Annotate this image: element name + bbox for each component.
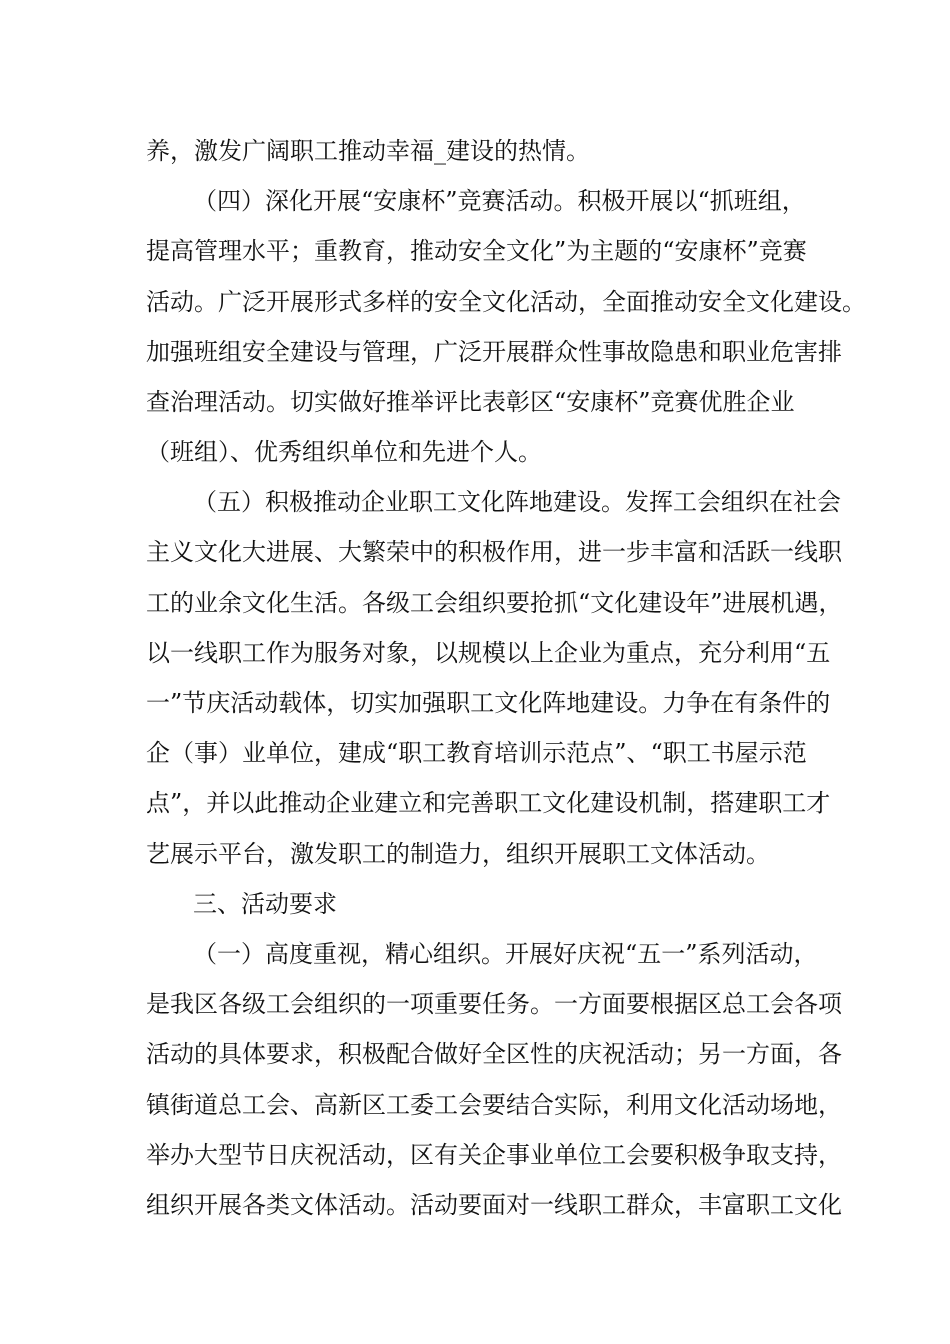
text-line: 镇街道总工会、高新区工委工会要结合实际，利用文化活动场地， xyxy=(146,1091,842,1119)
text-line: 一”节庆活动载体，切实加强职工文化阵地建设。力争在有条件的 xyxy=(146,689,831,717)
text-line: 养，激发广阔职工推动幸福_建设的热情。 xyxy=(146,137,590,165)
text-line: 活动的具体要求，积极配合做好全区性的庆祝活动；另一方面，各 xyxy=(146,1040,842,1068)
text-line: 举办大型节日庆祝活动，区有关企事业单位工会要积极争取支持， xyxy=(146,1141,842,1169)
text-line: 提高管理水平；重教育，推动安全文化”为主题的“安康杯”竞赛 xyxy=(146,237,807,265)
text-line: 点”，并以此推动企业建立和完善职工文化建设机制，搭建职工才 xyxy=(146,789,831,817)
text-line: 是我区各级工会组织的一项重要任务。一方面要根据区总工会各项 xyxy=(146,990,842,1018)
text-line: 活动。广泛开展形式多样的安全文化活动，全面推动安全文化建设。 xyxy=(146,288,866,316)
text-line: 企（事）业单位，建成“职工教育培训示范点”、“职工书屋示范 xyxy=(146,739,807,767)
text-line: 以一线职工作为服务对象，以规模以上企业为重点，充分利用“五 xyxy=(146,639,831,667)
text-line: 加强班组安全建设与管理，广泛开展群众性事故隐患和职业危害排 xyxy=(146,338,842,366)
text-line: （五）积极推动企业职工文化阵地建设。发挥工会组织在社会 xyxy=(193,488,841,516)
text-line: 艺展示平台，激发职工的制造力，组织开展职工文体活动。 xyxy=(146,840,770,868)
text-line: （四）深化开展“安康杯”竞赛活动。积极开展以“抓班组， xyxy=(193,187,806,215)
text-line: （班组）、优秀组织单位和先进个人。 xyxy=(146,438,542,466)
text-line: 主义文化大进展、大繁荣中的积极作用，进一步丰富和活跃一线职 xyxy=(146,538,842,566)
text-line: 查治理活动。切实做好推举评比表彰区“安康杯”竞赛优胜企业 xyxy=(146,388,795,416)
text-line: 组织开展各类文体活动。活动要面对一线职工群众，丰富职工文化 xyxy=(146,1191,842,1219)
text-line: 工的业余文化生活。各级工会组织要抢抓“文化建设年”进展机遇， xyxy=(146,589,843,617)
text-line: （一）高度重视，精心组织。开展好庆祝“五一”系列活动， xyxy=(193,940,818,968)
section-heading: 三、活动要求 xyxy=(193,890,337,918)
